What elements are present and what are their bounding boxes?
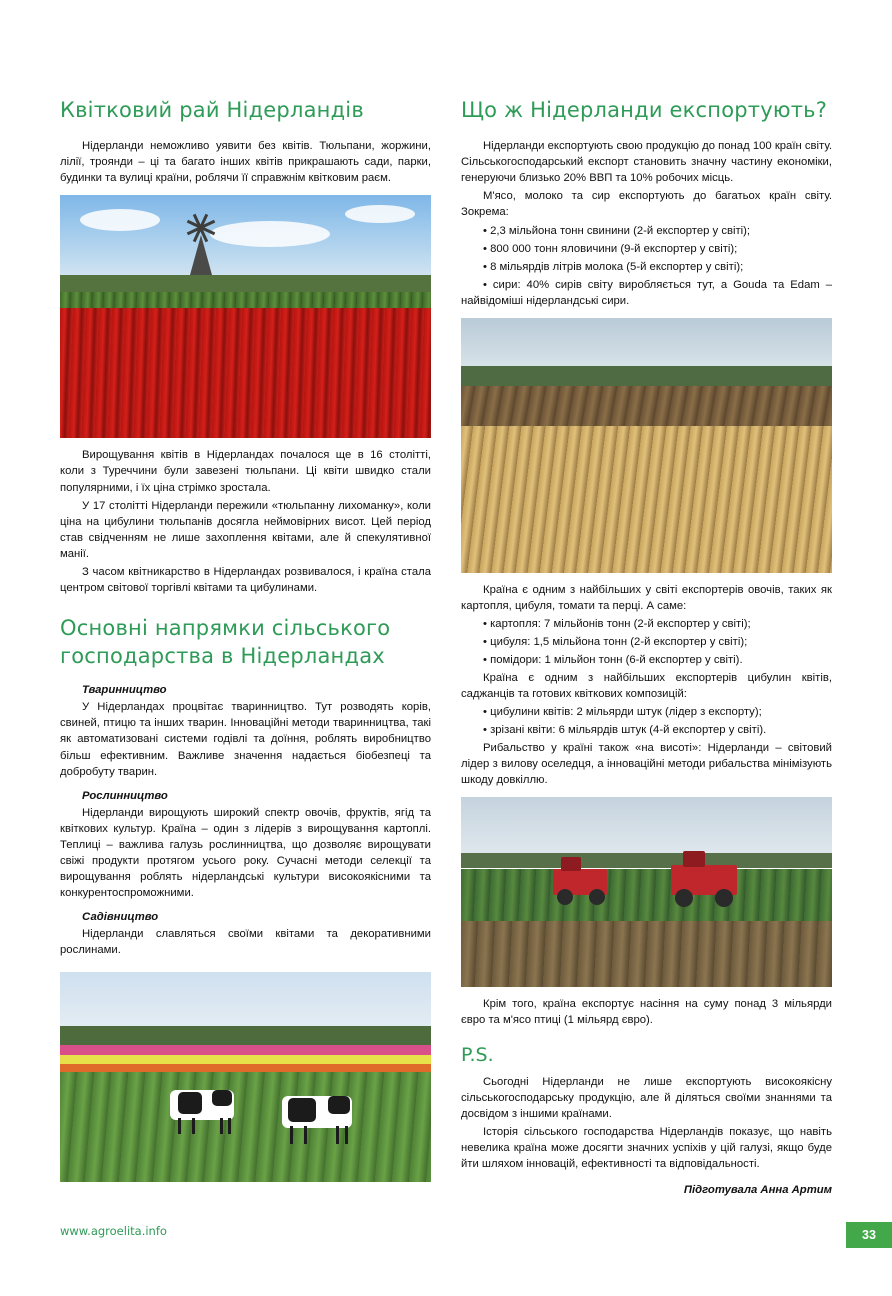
crop-band (461, 869, 832, 921)
harvester-cabin (561, 857, 581, 871)
tree-line (60, 1026, 431, 1045)
onion-rows (461, 426, 832, 573)
paragraph-flowers-intro: Нідерланди неможливо уявити без квітів. Тюльпани, жоржини, лілії, троянди – ці та багато інших квітів прикрашають сади, парки, будинки та вулиці країни, роблячи її справжнім квітковим раєм. (60, 140, 431, 185)
bullet-pork: • 2,3 мільйона тонн свинини (2-й експортер у світі); (483, 224, 751, 237)
soil-band (461, 921, 832, 987)
flower-stripe-orange (60, 1064, 431, 1072)
flower-stripe-pink (60, 1045, 431, 1055)
paragraph-flower-history-3: З часом квітникарство в Нідерландах розвивалося, і країна стала центром світової торгівлі квітами та цибулинами. (60, 565, 431, 594)
footer-website-url[interactable]: www.agroelita.info (60, 1224, 167, 1238)
cow-patch (178, 1092, 202, 1114)
subheading-horticulture: Садівництво (82, 910, 159, 923)
tree-line (461, 853, 832, 868)
cow-leg (228, 1118, 231, 1134)
tree-line (60, 275, 431, 292)
green-strip (60, 292, 431, 308)
harvester-cabin (683, 851, 705, 867)
two-column-layout (60, 96, 832, 1200)
cow-leg (192, 1118, 195, 1134)
photo-harvesters (461, 797, 832, 987)
cow-leg (290, 1126, 293, 1144)
cow-leg (336, 1126, 339, 1144)
paragraph-seeds-export: Крім того, країна експортує насіння на суму понад 3 мільярди євро та м'ясо птиці (1 мільярд євро). (461, 998, 832, 1027)
paragraph-export-intro: Нідерланди експортують свою продукцію до понад 100 країн світу. Сільськогосподарський експорт становить значну частину економіки, генеруючи близько 20% ВВП та 10% робочих місць. (461, 140, 832, 185)
paragraph-meat-dairy-intro: М'ясо, молоко та сир експортують до багатьох країн світу. Зокрема: (461, 190, 832, 219)
paragraph-fishing: Рибальство у країні також «на висоті»: Нідерланди – світовий лідер з вилову оселедця, а інноваційні методи рибальства мінімізують шкоду довкіллю. (461, 741, 832, 786)
bullet-tomato: • помідори: 1 мільйон тонн (6-й експортер у світі). (483, 653, 743, 666)
photo-cows-field (60, 972, 431, 1182)
photo-tulip-field (60, 195, 431, 438)
heading-exports: Що ж Нідерланди експортують? (461, 98, 828, 122)
paragraph-vegetables-intro: Країна є одним з найбільших у світі експортерів овочів, таких як картопля, цибуля, томати та перці. А саме: (461, 583, 832, 612)
paragraph-bulbs-intro: Країна є одним з найбільших експортерів цибулин квітів, саджанців та готових квіткових композицій: (461, 671, 832, 700)
page-number-badge: 33 (846, 1222, 892, 1248)
paragraph-crop-production: Нідерланди вирощують широкий спектр овочів, фруктів, ягід та квіткових культур. Країна – один з лідерів з вирощування картоплі. Теплиці – важлива галузь рослинництва, що дозволяє вирощувати свіжі продукти протягом усього року. Сучасні методи селекції та вирощування роблять нідерландські культури високоякісними та конкурентоспроможними. (60, 806, 431, 899)
soil-band (461, 386, 832, 426)
heading-flower-paradise: Квітковий рай Нідерландів (60, 98, 364, 122)
bullet-cheese: • сири: 40% сирів світу виробляється тут, а Gouda та Edam – найвідоміші нідерландські сири. (461, 278, 832, 307)
cow-leg (345, 1126, 348, 1144)
author-signature: Підготувала Анна Артим (683, 1184, 832, 1197)
photo-onion-field (461, 318, 832, 573)
paragraph-horticulture: Нідерланди славляться своїми квітами та декоративними рослинами. (60, 927, 431, 956)
tree-line (461, 366, 832, 386)
paragraph-ps-1: Сьогодні Нідерланди не лише експортують високоякісну сільськогосподарську продукцію, але й діляться своїми знаннями та досвідом з іншими країнами. (461, 1076, 832, 1121)
bullet-cut-flowers: • зрізані квіти: 6 мільярдів штук (4-й експортер у світі). (483, 723, 767, 736)
subheading-animal-husbandry: Тваринництво (82, 684, 167, 697)
left-column (60, 96, 431, 1200)
paragraph-ps-2: Історія сільського господарства Нідерландів показує, що навіть невелика країна може досягти значних успіхів у цій галузі, якщо буде йти шляхом інновацій, ефективності та відповідальності. (461, 1126, 832, 1171)
paragraph-flower-history-2: У 17 столітті Нідерланди пережили «тюльпанну лихоманку», коли ціна на цибулини тюльпанів досягла неймовірних висот. Цей період став свідченням не лише захоплення квітами, але й спекулятивної манії. (60, 499, 431, 560)
tulip-rows (60, 308, 431, 438)
harvester-wheel (675, 889, 693, 907)
bullet-onion: • цибуля: 1,5 мільйона тонн (2-й експортер у світі); (483, 635, 748, 648)
harvester-wheel (715, 889, 733, 907)
paragraph-flower-history-1: Вирощування квітів в Нідерландах почалося ще в 16 столітті, коли з Туреччини були завезені тюльпани. Ці квіти швидко стали популярними, і їх ціна стрімко зростала. (60, 449, 431, 494)
heading-ps: P.S. (461, 1044, 494, 1067)
bullet-milk: • 8 мільярдів літрів молока (5-й експортер у світі); (483, 260, 744, 273)
bullet-beef: • 800 000 тонн яловичини (9-й експортер у світі); (483, 242, 738, 255)
harvester-wheel (557, 889, 573, 905)
photo-sky (461, 797, 832, 862)
cow-leg (178, 1118, 181, 1134)
paragraph-animal-husbandry: У Нідерландах процвітає тваринництво. Тут розводять корів, свиней, птицю та інших тварин. Інноваційні методи тваринництва, такі як автоматизовані системи годівлі та доїння, роблять виробництво більш ефективним. Важливе значення надається біобезпеці та добробуту тварин. (60, 701, 431, 778)
cow-leg (304, 1126, 307, 1144)
cow-patch (212, 1090, 232, 1106)
bullet-flower-bulbs: • цибулини квітів: 2 мільярди штук (лідер з експорту); (483, 705, 762, 718)
subheading-crop-production: Рослинництво (82, 789, 168, 802)
harvester-wheel (589, 889, 605, 905)
cow-leg (220, 1118, 223, 1134)
cow-patch (328, 1096, 350, 1114)
right-column (461, 96, 832, 1200)
flower-stripe-yellow (60, 1055, 431, 1064)
cow-patch (288, 1098, 316, 1122)
pasture-grass (60, 1072, 431, 1182)
bullet-potato: • картопля: 7 мільйонів тонн (2-й експортер у світі); (483, 617, 751, 630)
heading-agriculture-directions: Основні напрямки сільського господарства в Нідерландах (60, 615, 391, 669)
